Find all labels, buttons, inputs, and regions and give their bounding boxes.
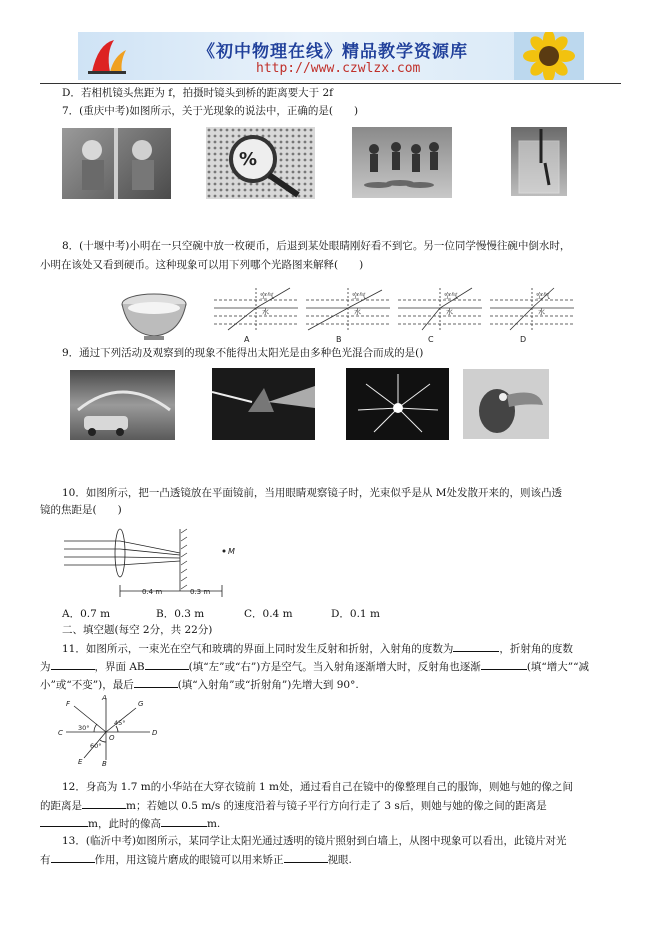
q12-blank-distance-2[interactable]	[40, 815, 88, 827]
q10-option-d: D．0.1 m	[331, 608, 380, 620]
q11-text-4: ，界面 AB	[94, 661, 145, 673]
magnifier-image	[206, 127, 315, 199]
q11-text-3: 为	[40, 661, 51, 673]
q11-blank-incidence[interactable]	[453, 640, 499, 652]
site-url[interactable]: http://www.czwlzx.com	[256, 61, 421, 76]
q8-a-air-label: 空气	[260, 292, 274, 300]
q8-line2: 小明在该处又看到硬币。这种现象可以用下列哪个光路图来解释( )	[40, 259, 364, 271]
q7-photo-d	[511, 127, 567, 196]
q9-photo-c	[346, 368, 449, 440]
q12-text-2: m；若她以 0.5 m/s 的速度沿着与镜子平行方向行走了 3 s后，则她与她的像之间的距离是	[126, 800, 547, 812]
q11-angle-45: 45°	[114, 719, 126, 727]
q8-label-b: B	[336, 335, 342, 344]
q13-blank-effect[interactable]	[51, 851, 95, 863]
q9-photo-b	[212, 368, 315, 440]
q11-blank-side[interactable]	[145, 658, 189, 670]
q8-d-water-label: 水	[538, 308, 545, 316]
q13-text-2: 作用，用这镜片磨成的眼镜可以用来矫正	[94, 854, 284, 866]
q12-text-3: m，此时的像高	[88, 818, 161, 830]
q8-label-c: C	[428, 335, 434, 344]
q12-blank-height[interactable]	[161, 815, 207, 827]
q10-dist-mirror-m: 0.3 m	[190, 588, 211, 596]
q11-text-1: 11．如图所示，一束光在空气和玻璃的界面上同时发生反射和折射，入射角的度数为	[62, 643, 454, 655]
q11-label-d: D	[152, 729, 158, 737]
sunflower-image	[514, 32, 584, 80]
q12-text-4: m.	[206, 818, 221, 830]
q8-c-water-label: 水	[446, 308, 453, 316]
q9-photo-d	[463, 369, 549, 439]
q11-text-8: (填“入射角”或“折射角”)先增大到 90°.	[177, 679, 359, 691]
q10-option-c: C．0.4 m	[244, 608, 293, 620]
q8-label-d: D	[520, 335, 527, 344]
q11-text-5: (填“左”或“右”)方是空气。当入射角逐渐增大时，反射角也逐渐	[188, 661, 481, 673]
header-banner	[78, 32, 584, 80]
prism-dispersion-image	[212, 368, 315, 440]
q11-angle-30: 30°	[78, 724, 90, 732]
children-mirror-image	[62, 128, 171, 199]
q6-option-d: D．若相机镜头焦距为 f，拍摄时镜头到桥的距离要大于 2f	[62, 87, 334, 99]
q11-text-6: (填“增大”“减	[526, 661, 590, 673]
q8-light-path-diagrams	[208, 286, 578, 344]
q13-text-1: 有	[40, 854, 51, 866]
site-title: 《初中物理在线》精品教学资源库	[198, 42, 468, 62]
q11-blank-angle[interactable]	[134, 676, 178, 688]
q10-line2: 镜的焦距是( )	[40, 504, 122, 516]
toucan-image	[463, 369, 549, 439]
q8-c-air-label: 空气	[444, 292, 458, 300]
header-rule	[40, 83, 621, 84]
q13-text-3: 视眼.	[327, 854, 352, 866]
q11-label-c: C	[58, 729, 63, 737]
q8-label-a: A	[244, 335, 250, 344]
q11-label-a: A	[102, 694, 107, 702]
bowl-coin-image	[120, 288, 192, 344]
q10-line1: 10．如图所示，把一凸透镜放在平面镜前，当用眼睛观察镜子时，光束似乎是从 M处发散开来的，则该凸透	[62, 487, 562, 499]
q8-line1: 8．(十堰中考)小明在一只空碗中放一枚硬币，后退到某处眼睛刚好看不到它。另一位同学慢慢往碗中倒水时，	[62, 240, 571, 252]
q11-reflection-refraction-diagram	[50, 694, 160, 766]
q11-label-g: G	[138, 700, 144, 708]
q13-line2	[40, 851, 352, 867]
q11-label-o: O	[109, 734, 115, 742]
q12-blank-distance[interactable]	[82, 797, 126, 809]
q12-line1: 12．身高为 1.7 m的小华站在大穿衣镜前 1 m处，通过看自己在镜中的像整理自己的服饰，则她与她的像之间	[62, 781, 574, 793]
section-fill-in-title: 二、填空题(每空 2分，共 22分)	[62, 624, 213, 636]
q7-photo-b	[206, 127, 315, 199]
q8-b-water-label: 水	[354, 308, 361, 316]
q10-lens-mirror-diagram	[60, 527, 250, 601]
spoon-in-water-image	[511, 127, 567, 196]
q9-photo-a	[70, 370, 175, 440]
q11-text-7: 小”或“不变”)，最后	[40, 679, 134, 691]
q12-line2	[40, 797, 547, 813]
q11-label-b: B	[102, 760, 107, 766]
site-logo-icon	[84, 36, 130, 76]
q11-line1	[62, 640, 573, 656]
q10-option-a: A．0.7 m	[62, 608, 111, 620]
fireworks-image	[346, 368, 449, 440]
car-rainbow-image	[70, 370, 175, 440]
q11-angle-60: 60°	[90, 742, 102, 750]
svg-text:%: %	[239, 149, 258, 170]
q11-label-f: F	[66, 700, 71, 708]
q8-a-water-label: 水	[262, 308, 269, 316]
q13-line1: 13．(临沂中考)如图所示，某同学让太阳光通过透明的镜片照射到白墙上，从图中现象可以看出，此镜片对光	[62, 835, 567, 847]
q10-dist-lens-mirror: 0.4 m	[142, 588, 163, 596]
q11-blank-trend[interactable]	[481, 658, 527, 670]
q10-option-b: B．0.3 m	[156, 608, 205, 620]
q7-stem: 7．(重庆中考)如图所示，关于光现象的说法中，正确的是( )	[62, 105, 359, 117]
q11-blank-refraction[interactable]	[51, 658, 95, 670]
q8-d-air-label: 空气	[536, 292, 550, 300]
q9-stem: 9．通过下列活动及观察到的现象不能得出太阳光是由多种色光混合而成的是()	[62, 347, 424, 359]
q7-photo-c	[352, 127, 452, 198]
q11-line2	[40, 658, 589, 674]
q10-point-m: M	[228, 547, 235, 556]
q8-b-air-label: 空气	[352, 292, 366, 300]
q7-photo-a	[62, 128, 171, 199]
q13-blank-vision[interactable]	[284, 851, 328, 863]
children-shadows-image	[352, 127, 452, 198]
q12-text-1: 的距离是	[40, 800, 82, 812]
q11-text-2: ，折射角的度数	[499, 643, 573, 655]
q11-label-e: E	[78, 758, 83, 766]
q12-line3	[40, 815, 220, 831]
q11-line3	[40, 676, 359, 692]
